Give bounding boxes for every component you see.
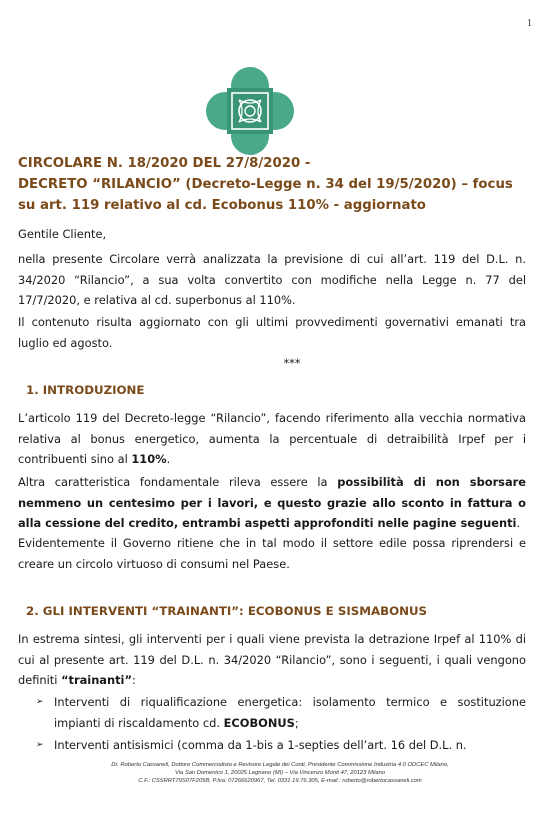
s1p1-text: L’articolo 119 del Decreto-legge “Rilancio”, facendo riferimento alla vecchia normativa relativa al bonus energetico, aumenta la percentuale di detraibilità Irpef per i contribuenti sino al [18,411,526,466]
section-2-heading: 2. GLI INTERVENTI “TRAINANTI”: ECOBONUS E SISMABONUS [26,604,428,618]
title-line-1: CIRCOLARE N. 18/2020 DEL 27/8/2020 - [18,156,311,171]
footer-line-2: Via San Domenico 1, 20025 Legnano (MI) – Via Vincenzo Monti 47, 20123 Milano [174,770,386,776]
footer-line-1: Dr. Roberto Cassaneli, Dottore Commercialista e Revisore Legale dei Conti, Presidente Commissione Industria 4.0 ODCEC Milano, [111,762,449,768]
bullet-2-text: Interventi antisismici (comma da 1-bis a 1-septies dell’art. 16 del D.L. n. [54,738,467,752]
s1p2-text: Altra caratteristica fondamentale rileva essere la [18,475,338,489]
section-1-paragraph-1 [18,408,526,470]
title-line-2: DECRETO “RILANCIO” (Decreto-Legge n. 34 del 19/5/2020) – focus su art. 119 relativo al cd. Ecobonus 110% - aggiornato [18,177,513,213]
s1p1-end: . [166,452,171,466]
circular-title [18,153,526,216]
s2p1-bold: “trainanti” [61,673,132,687]
intro-paragraph-text: nella presente Circolare verrà analizzata la previsione di cui all’art. 119 del D.L. n. 34/2020 “Rilancio”, a sua volta convertito con modifiche nella Legge n. 77 del 17/7/2020, e relativa al cd. superbonus al 110%. [18,252,526,307]
s1p1-bold: 110% [131,452,167,466]
bullet-1-text: Interventi di riqualificazione energetica: isolamento termico e sostituzione impianti di riscaldamento cd. [54,695,526,730]
s2p1-text: In estrema sintesi, gli interventi per i quali viene prevista la detrazione Irpef al 110% di cui al presente art. 119 del D.L. n. 34/2020 “Rilancio”, sono i seguenti, i quali vengono definiti [18,632,526,687]
s1p2-end: . [516,516,521,530]
section-1-paragraph-2 [18,472,526,534]
s2p1-end: : [131,673,136,687]
section-2-paragraph-1 [18,629,526,691]
page-number: 1 [527,18,532,29]
bullet-1-end: ; [294,715,299,730]
section-1-heading: 1. INTRODUZIONE [26,383,145,397]
update-paragraph-text: Il contenuto risulta aggiornato con gli ultimi provvedimenti governativi emanati tra luglio ed agosto. [18,315,526,350]
s1p2-bold: possibilità di non sborsare nemmeno un centesimo per i lavori, e questo grazie allo sconto in fattura o alla cessione del credito, entrambi aspetti approfonditi nelle pagine seguenti [18,475,526,530]
bullet-1-bold: ECOBONUS [223,715,295,730]
greeting: Gentile Cliente, [18,227,107,241]
section-1-paragraph-3 [18,533,526,574]
arrow-bullet-icon: ➢ [36,740,44,750]
page-footer [0,761,560,785]
odcec-logo [205,66,295,156]
bullet-ecobonus [36,692,526,733]
separator: *** [283,356,301,370]
update-paragraph [18,312,526,353]
intro-paragraph [18,249,526,311]
arrow-bullet-icon: ➢ [36,697,44,707]
bullet-sismabonus [36,735,526,756]
footer-line-3: C.F.: CSSRRT79S07F205B, P.Iva: 07266620967, Tel. 0331.19.76.305, E-mail : roberto@robertocassaneli.com [138,778,422,784]
s1p3-text: Evidentemente il Governo ritiene che in tal modo il settore edile possa riprendersi e creare un circolo virtuoso di consumi nel Paese. [18,536,526,571]
